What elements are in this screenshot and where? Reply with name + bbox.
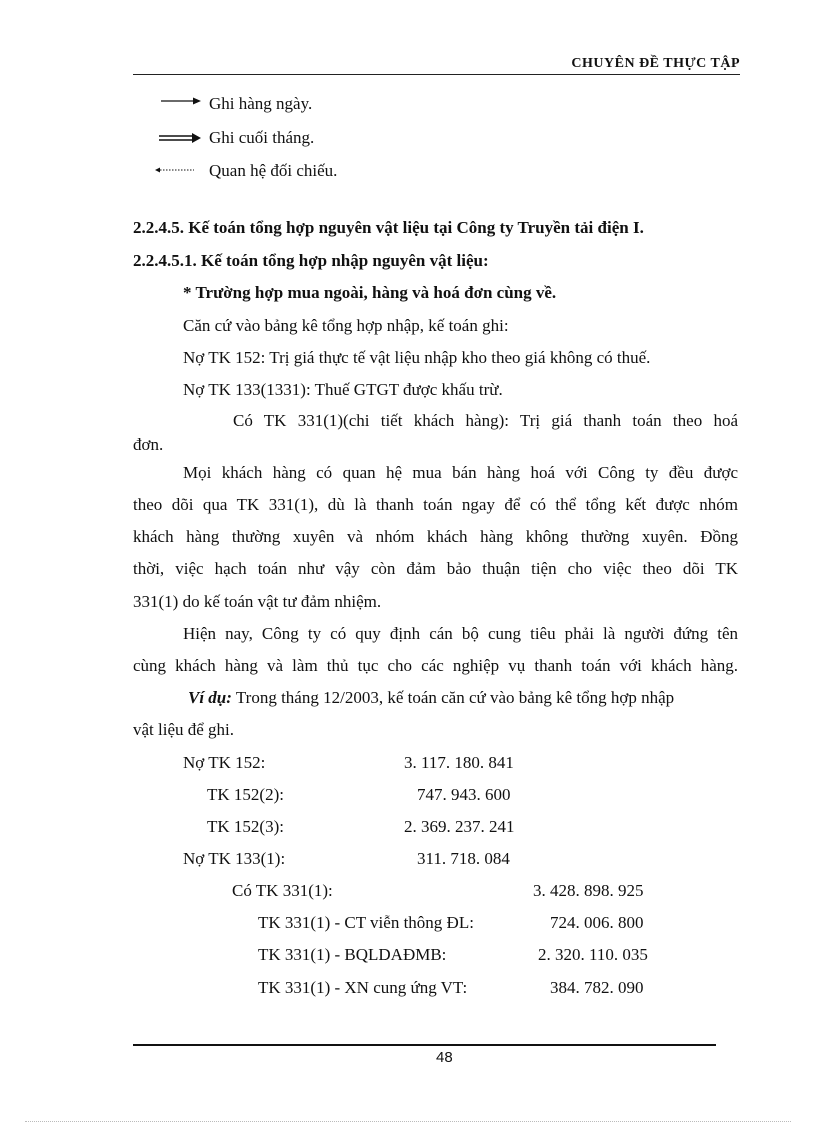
- ledger-label: TK 331(1) - BQLDAĐMB:: [258, 945, 447, 964]
- ledger-label: TK 331(1) - CT viễn thông ĐL:: [258, 913, 474, 932]
- case-heading: * Trường hợp mua ngoài, hàng và hoá đơn cùng về.: [183, 283, 557, 302]
- subsection-heading: 2.2.4.5.1. Kế toán tổng hợp nhập nguyên vật liệu:: [133, 251, 489, 270]
- header-divider: [133, 74, 740, 75]
- header-title: CHUYÊN ĐỀ THỰC TẬP: [571, 56, 740, 71]
- ledger-value: 724. 006. 800: [550, 913, 644, 932]
- ledger-label: TK 152(2):: [207, 785, 284, 804]
- paragraph1-line: thời, việc hạch toán như vậy còn đảm bảo thuận tiện cho việc theo dõi TK: [133, 559, 738, 578]
- ledger-label: Có TK 331(1):: [232, 881, 333, 900]
- paragraph1-line: theo dõi qua TK 331(1), dù là thanh toán ngay để có thể tổng kết được nhóm: [133, 495, 738, 514]
- ledger-value: 384. 782. 090: [550, 978, 644, 997]
- example-text: Trong tháng 12/2003, kế toán căn cứ vào bảng kê tổng hợp nhập: [231, 688, 675, 707]
- page-number: 48: [436, 1049, 453, 1066]
- page-bottom-border: [25, 1121, 791, 1122]
- dotted-arrow-icon: [154, 165, 196, 175]
- entry-co-331-line2: đơn.: [133, 435, 164, 454]
- ledger-label: Nợ TK 152:: [183, 753, 266, 772]
- entry-no-152: Nợ TK 152: Trị giá thực tế vật liệu nhập kho theo giá không có thuế.: [183, 348, 651, 367]
- paragraph1-line: Mọi khách hàng có quan hệ mua bán hàng hoá với Công ty đều được: [183, 463, 738, 482]
- entry-no-133: Nợ TK 133(1331): Thuế GTGT được khấu trừ.: [183, 380, 503, 399]
- entry-co-331-line1: Có TK 331(1)(chi tiết khách hàng): Trị giá thanh toán theo hoá: [233, 411, 738, 430]
- section-heading: 2.2.4.5. Kế toán tổng hợp nguyên vật liệu tại Công ty Truyền tải điện I.: [133, 218, 644, 237]
- ledger-label: TK 152(3):: [207, 817, 284, 836]
- double-arrow-icon: [158, 131, 202, 145]
- ledger-value: 2. 369. 237. 241: [404, 817, 515, 836]
- example-line2: vật liệu để ghi.: [133, 720, 235, 739]
- footer-divider: [133, 1044, 716, 1046]
- entry-intro: Căn cứ vào bảng kê tổng hợp nhập, kế toán ghi:: [183, 316, 509, 335]
- ledger-value: 3. 117. 180. 841: [404, 753, 514, 772]
- example-line1: [188, 688, 674, 708]
- legend-label-daily: Ghi hàng ngày.: [209, 94, 313, 113]
- legend-label-monthly: Ghi cuối tháng.: [209, 128, 315, 147]
- ledger-label: TK 331(1) - XN cung ứng VT:: [258, 978, 468, 997]
- ledger-value: 3. 428. 898. 925: [533, 881, 644, 900]
- paragraph2-line: cùng khách hàng và làm thủ tục cho các nghiệp vụ thanh toán với khách hàng.: [133, 656, 738, 675]
- ledger-value: 747. 943. 600: [417, 785, 511, 804]
- thin-arrow-icon: [160, 95, 202, 107]
- paragraph2-line: Hiện nay, Công ty có quy định cán bộ cung tiêu phải là người đứng tên: [183, 624, 738, 643]
- ledger-label: Nợ TK 133(1):: [183, 849, 286, 868]
- ledger-value: 2. 320. 110. 035: [538, 945, 648, 964]
- example-label: Ví dụ:: [188, 688, 232, 707]
- paragraph1-line: khách hàng thường xuyên và nhóm khách hàng không thường xuyên. Đồng: [133, 527, 738, 546]
- ledger-value: 311. 718. 084: [417, 849, 510, 868]
- paragraph1-line: 331(1) do kế toán vật tư đảm nhiệm.: [133, 592, 382, 611]
- legend-label-reconcile: Quan hệ đối chiếu.: [209, 161, 338, 180]
